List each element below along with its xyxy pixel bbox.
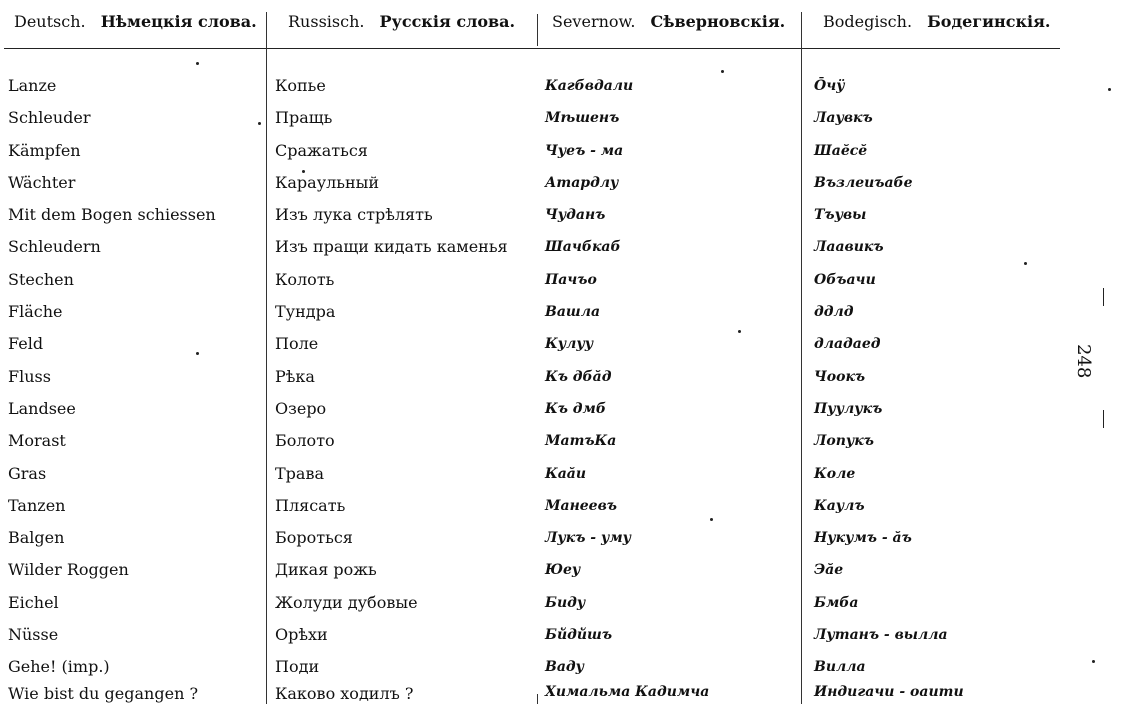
severnow-word: Каӑи — [545, 465, 587, 482]
header-bodegisch-cyrillic: Бодегинскія. — [927, 12, 1051, 31]
russian-word: Бороться — [275, 528, 353, 548]
german-word: Tanzen — [8, 495, 66, 515]
bodegisch-word: Шаӗcӗ — [814, 142, 868, 159]
scan-speck — [721, 70, 724, 73]
severnow-word: Кагбвдали — [545, 78, 634, 94]
table-row — [0, 367, 1060, 399]
scan-speck — [258, 122, 261, 125]
german-word: Fläche — [8, 302, 63, 322]
russian-word: Изъ пращи кидать каменья — [275, 237, 508, 257]
russian-word: Колоть — [275, 269, 335, 289]
german-word: Morast — [8, 431, 66, 451]
page-number-tick-bottom — [1103, 410, 1104, 428]
bodegisch-word: Лаавикъ — [814, 239, 884, 256]
russian-word: Орѣхи — [275, 625, 328, 645]
bodegisch-word: Бмба — [814, 594, 859, 611]
scan-speck — [1108, 88, 1111, 91]
german-word: Eichel — [8, 592, 59, 612]
header-russian — [288, 12, 515, 31]
column-divider-2 — [537, 14, 538, 46]
bodegisch-word: Възлеиъабе — [814, 174, 913, 191]
bodegisch-word: Индигачи - оаити — [814, 683, 964, 700]
table-row — [0, 237, 1060, 269]
severnow-word: Шачбкаб — [545, 239, 621, 256]
severnow-word: Чуеъ - ма — [545, 142, 624, 159]
table-row — [0, 464, 1060, 496]
german-word: Gras — [8, 463, 47, 483]
severnow-word: Къ дбӑд — [545, 368, 612, 385]
severnow-word: Манеевъ — [545, 497, 617, 514]
russian-word: Каково ходилъ ? — [275, 683, 414, 703]
table-row — [0, 431, 1060, 463]
german-word: Mit dem Bogen schiessen — [8, 205, 216, 225]
page-number: 248 — [1073, 344, 1094, 379]
header-russian-cyrillic: Русскія слова. — [379, 12, 516, 31]
russian-word: Озеро — [275, 398, 327, 418]
severnow-word: Атардлу — [545, 174, 619, 191]
severnow-word: Мѣшенъ — [545, 110, 620, 127]
header-severnow-latin: Severnow. — [552, 12, 636, 31]
russian-word: Дикая рожь — [275, 560, 377, 580]
scan-speck — [738, 330, 741, 333]
severnow-word: Кулуу — [545, 336, 594, 353]
bodegisch-word: дладаед — [814, 336, 881, 353]
header-russian-latin: Russisch. — [288, 12, 365, 31]
german-word: Balgen — [8, 528, 65, 548]
russian-word: Поди — [275, 657, 320, 677]
bodegisch-word: Эӑе — [814, 562, 844, 579]
bodegisch-word: Лопукъ — [814, 433, 874, 450]
severnow-word: Химальма Кадимча — [545, 683, 710, 700]
table-row — [0, 593, 1060, 625]
russian-word: Жолуди дубовые — [275, 592, 418, 612]
german-word: Schleuder — [8, 108, 91, 128]
scan-speck — [1092, 660, 1095, 663]
scan-speck — [1024, 262, 1027, 265]
german-word: Kämpfen — [8, 140, 81, 160]
vocabulary-table-body — [0, 76, 1060, 722]
bodegisch-word: Каулъ — [814, 497, 865, 514]
bodegisch-word: Объачи — [814, 271, 876, 288]
russian-word: Копье — [275, 76, 326, 95]
german-word: Fluss — [8, 366, 51, 386]
table-row — [0, 173, 1060, 205]
severnow-word: МатъКа — [545, 433, 617, 450]
russian-word: Пращь — [275, 108, 333, 128]
severnow-word: Вашла — [545, 304, 601, 321]
russian-word: Караульный — [275, 172, 380, 192]
severnow-word: Ваду — [545, 659, 585, 676]
russian-word: Сражаться — [275, 140, 368, 160]
bodegisch-word: ддлд — [814, 304, 854, 321]
russian-word: Плясать — [275, 495, 346, 515]
german-word: Nüsse — [8, 625, 59, 645]
russian-word: Тундра — [275, 302, 336, 322]
bodegisch-word: Коле — [814, 465, 856, 482]
table-row — [0, 108, 1060, 140]
bodegisch-word: Вилла — [814, 659, 866, 676]
bodegisch-word: Тъувы — [814, 207, 867, 224]
scan-speck — [302, 170, 305, 173]
russian-word: Поле — [275, 334, 319, 354]
header-german-latin: Deutsch. — [14, 12, 86, 31]
russian-word: Болото — [275, 431, 335, 451]
german-word: Lanze — [8, 76, 57, 95]
page-number-tick-top — [1103, 288, 1104, 306]
table-row — [0, 76, 1060, 108]
russian-word: Трава — [275, 463, 324, 483]
severnow-word: Бйдйшъ — [545, 627, 613, 644]
header-bodegisch — [823, 12, 1050, 31]
german-word: Gehe! (imp.) — [8, 657, 110, 677]
german-word: Stechen — [8, 269, 74, 289]
header-german-cyrillic: Нѣмецкія слова. — [100, 12, 257, 31]
table-row — [0, 528, 1060, 560]
header-severnow-cyrillic: Сѣверновскія. — [650, 12, 786, 31]
german-word: Wilder Roggen — [8, 560, 129, 580]
table-row — [0, 683, 1060, 722]
severnow-word: Чуданъ — [545, 207, 606, 224]
bodegisch-word: Чоокъ — [814, 368, 866, 385]
german-word: Wie bist du gegangen ? — [8, 683, 199, 703]
bodegisch-word: Пуулукъ — [814, 400, 883, 417]
table-row — [0, 625, 1060, 657]
bodegisch-word: Нукумъ - ӑъ — [814, 530, 912, 547]
scan-speck — [196, 62, 199, 65]
bodegisch-word: Лаувкъ — [814, 110, 873, 127]
table-row — [0, 205, 1060, 237]
table-header — [0, 12, 1060, 42]
russian-word: Рѣка — [275, 366, 315, 386]
german-word: Feld — [8, 334, 44, 354]
german-word: Schleudern — [8, 237, 101, 257]
table-row — [0, 334, 1060, 366]
bodegisch-word: Ōчӱ — [814, 78, 845, 94]
table-row — [0, 141, 1060, 173]
german-word: Wächter — [8, 172, 76, 192]
table-row — [0, 399, 1060, 431]
severnow-word: Лукъ - уму — [545, 530, 632, 547]
header-german — [14, 12, 257, 31]
table-row — [0, 560, 1060, 592]
bodegisch-word: Лутанъ - вылла — [814, 627, 948, 644]
russian-word: Изъ лука стрѣлять — [275, 205, 433, 225]
severnow-word: Биду — [545, 594, 586, 611]
scan-speck — [710, 518, 713, 521]
scan-speck — [196, 352, 199, 355]
severnow-word: Юеу — [545, 562, 581, 579]
header-rule — [4, 48, 1060, 49]
header-bodegisch-latin: Bodegisch. — [823, 12, 913, 31]
severnow-word: Пачъо — [545, 271, 597, 288]
header-severnow — [552, 12, 785, 31]
severnow-word: Къ дмб — [545, 400, 606, 417]
table-row — [0, 302, 1060, 334]
table-row — [0, 270, 1060, 302]
table-row — [0, 496, 1060, 528]
german-word: Landsee — [8, 398, 76, 418]
